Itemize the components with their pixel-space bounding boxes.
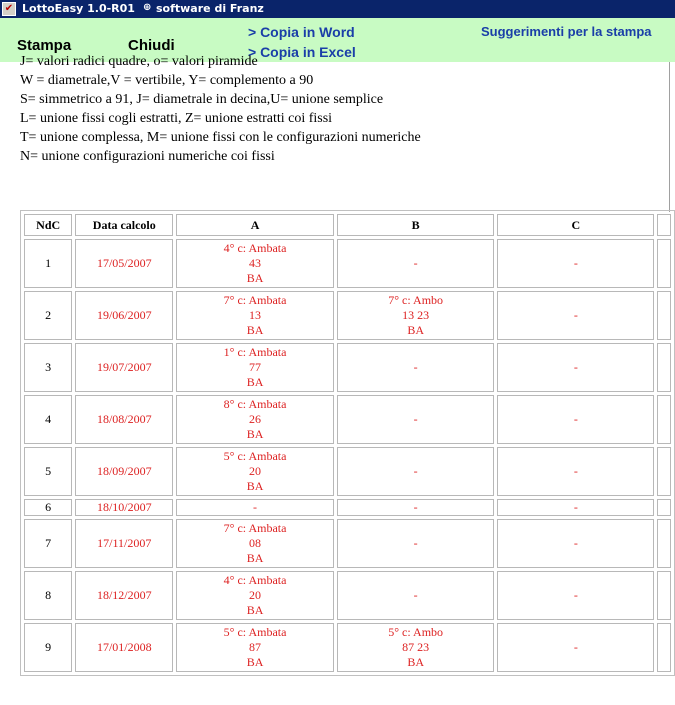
copia-word-link[interactable]: > Copia in Word [248, 24, 355, 40]
cell-b [337, 343, 494, 392]
legend-line: T= unione complessa, M= unione fissi con le configurazioni numeriche [20, 130, 421, 145]
cell-extra [657, 447, 671, 496]
cell-line: - [413, 464, 418, 478]
copia-excel-link[interactable]: > Copia in Excel [248, 44, 356, 60]
cell-b [337, 519, 494, 568]
legend-text [20, 54, 670, 172]
cell-b [337, 239, 494, 288]
cell-line: - [573, 308, 578, 322]
content-border [669, 62, 670, 212]
table-row [24, 291, 671, 340]
cell-line: BA [246, 603, 264, 617]
cell-b [337, 291, 494, 340]
cell-line: - [573, 536, 578, 550]
cell-date: 17/01/2008 [75, 623, 173, 672]
cell-ndc: 7 [24, 519, 72, 568]
cell-date: 17/05/2007 [75, 239, 173, 288]
cell-extra [657, 291, 671, 340]
cell-extra [657, 499, 671, 516]
table-row [24, 395, 671, 444]
cell-line: 1° c: Ambata [223, 345, 287, 359]
cell-line: BA [246, 427, 264, 441]
header-extra [657, 214, 671, 236]
header-a: A [176, 214, 334, 236]
cell-date: 18/09/2007 [75, 447, 173, 496]
cell-c [497, 571, 654, 620]
cell-c [497, 623, 654, 672]
cell-line: BA [407, 655, 424, 669]
results-table [20, 210, 675, 676]
cell-line: - [413, 256, 418, 270]
cell-line: 5° c: Ambata [223, 449, 287, 463]
cell-line: 8° c: Ambata [223, 397, 287, 411]
legend-line: J= valori radici quadre, o= valori piramide [20, 54, 258, 69]
cell-line: 7° c: Ambata [223, 521, 287, 535]
cell-line: - [413, 412, 418, 426]
header-data-calcolo: Data calcolo [75, 214, 173, 236]
cell-line: - [573, 500, 578, 514]
title-bar [0, 0, 675, 18]
legend-line: L= unione fissi cogli estratti, Z= unione estratti coi fissi [20, 111, 333, 126]
cell-line: 77 [249, 360, 262, 374]
header-ndc: NdC [24, 214, 72, 236]
cell-line: - [413, 536, 418, 550]
table-header-row [24, 214, 671, 236]
cell-date: 17/11/2007 [75, 519, 173, 568]
cell-line: BA [246, 271, 264, 285]
cell-line: BA [246, 551, 264, 565]
cell-line: 43 [249, 256, 262, 270]
cell-line: - [253, 500, 258, 514]
cell-a [176, 395, 334, 444]
header-b: B [337, 214, 494, 236]
cell-extra [657, 519, 671, 568]
cell-line: 08 [249, 536, 262, 550]
cell-extra [657, 571, 671, 620]
table-row [24, 571, 671, 620]
suggerimenti-link[interactable]: Suggerimenti per la stampa [481, 24, 652, 39]
cell-ndc: 3 [24, 343, 72, 392]
cell-line: 7° c: Ambata [223, 293, 287, 307]
cell-ndc: 9 [24, 623, 72, 672]
cell-line: - [413, 588, 418, 602]
cell-c [497, 291, 654, 340]
cell-c [497, 395, 654, 444]
cell-line: 5° c: Ambata [223, 625, 287, 639]
cell-extra [657, 239, 671, 288]
cell-line: - [413, 360, 418, 374]
cell-b [337, 395, 494, 444]
cell-extra [657, 623, 671, 672]
cell-line: 26 [249, 412, 262, 426]
legend-line: S= simmetrico a 91, J= diametrale in decina,U= unione semplice [20, 92, 384, 107]
cell-line: - [573, 256, 578, 270]
cell-ndc: 8 [24, 571, 72, 620]
cell-a [176, 343, 334, 392]
cell-date: 18/08/2007 [75, 395, 173, 444]
cell-line: 4° c: Ambata [223, 241, 287, 255]
cell-ndc: 1 [24, 239, 72, 288]
cell-b [337, 499, 494, 516]
cell-a [176, 239, 334, 288]
globe-icon: ⊕ [143, 2, 152, 13]
cell-ndc: 5 [24, 447, 72, 496]
cell-line: BA [246, 479, 264, 493]
cell-ndc: 4 [24, 395, 72, 444]
cell-line: 7° c: Ambo [388, 293, 444, 307]
cell-line: 87 23 [402, 640, 430, 654]
cell-extra [657, 343, 671, 392]
chiudi-button[interactable]: Chiudi [128, 37, 175, 54]
cell-line: 4° c: Ambata [223, 573, 287, 587]
cell-line: 20 [249, 588, 262, 602]
cell-c [497, 499, 654, 516]
cell-c [497, 343, 654, 392]
table-row [24, 519, 671, 568]
legend-line: W = diametrale,V = vertibile, Y= complemento a 90 [20, 73, 314, 88]
cell-c [497, 447, 654, 496]
cell-line: - [573, 360, 578, 374]
cell-line: BA [246, 375, 264, 389]
cell-a [176, 571, 334, 620]
cell-line: 5° c: Ambo [388, 625, 444, 639]
cell-line: - [573, 588, 578, 602]
cell-line: 13 [249, 308, 262, 322]
cell-line: - [413, 500, 418, 514]
window-title: LottoEasy 1.0-R01 [22, 2, 135, 15]
cell-line: - [573, 464, 578, 478]
cell-line: 87 [249, 640, 262, 654]
cell-c [497, 239, 654, 288]
cell-ndc: 2 [24, 291, 72, 340]
cell-line: - [573, 412, 578, 426]
cell-ndc: 6 [24, 499, 72, 516]
cell-date: 18/10/2007 [75, 499, 173, 516]
cell-line: 20 [249, 464, 262, 478]
cell-a [176, 447, 334, 496]
table-row [24, 239, 671, 288]
cell-line: - [573, 640, 578, 654]
cell-a [176, 623, 334, 672]
cell-date: 18/12/2007 [75, 571, 173, 620]
cell-a [176, 499, 334, 516]
table-row [24, 447, 671, 496]
stampa-button[interactable]: Stampa [17, 37, 72, 54]
table-row [24, 343, 671, 392]
checkmark-icon: ✔ [2, 2, 16, 16]
table-row [24, 499, 671, 516]
cell-line: BA [246, 323, 264, 337]
legend-line: N= unione configurazioni numeriche coi fissi [20, 149, 275, 164]
cell-line: 13 23 [402, 308, 430, 322]
cell-extra [657, 395, 671, 444]
cell-a [176, 519, 334, 568]
cell-a [176, 291, 334, 340]
cell-b [337, 571, 494, 620]
table-row [24, 623, 671, 672]
cell-line: BA [246, 655, 264, 669]
cell-date: 19/07/2007 [75, 343, 173, 392]
cell-c [497, 519, 654, 568]
cell-b [337, 447, 494, 496]
window-subtitle: software di Franz [156, 2, 264, 15]
cell-b [337, 623, 494, 672]
cell-line: BA [407, 323, 424, 337]
cell-date: 19/06/2007 [75, 291, 173, 340]
header-c: C [497, 214, 654, 236]
